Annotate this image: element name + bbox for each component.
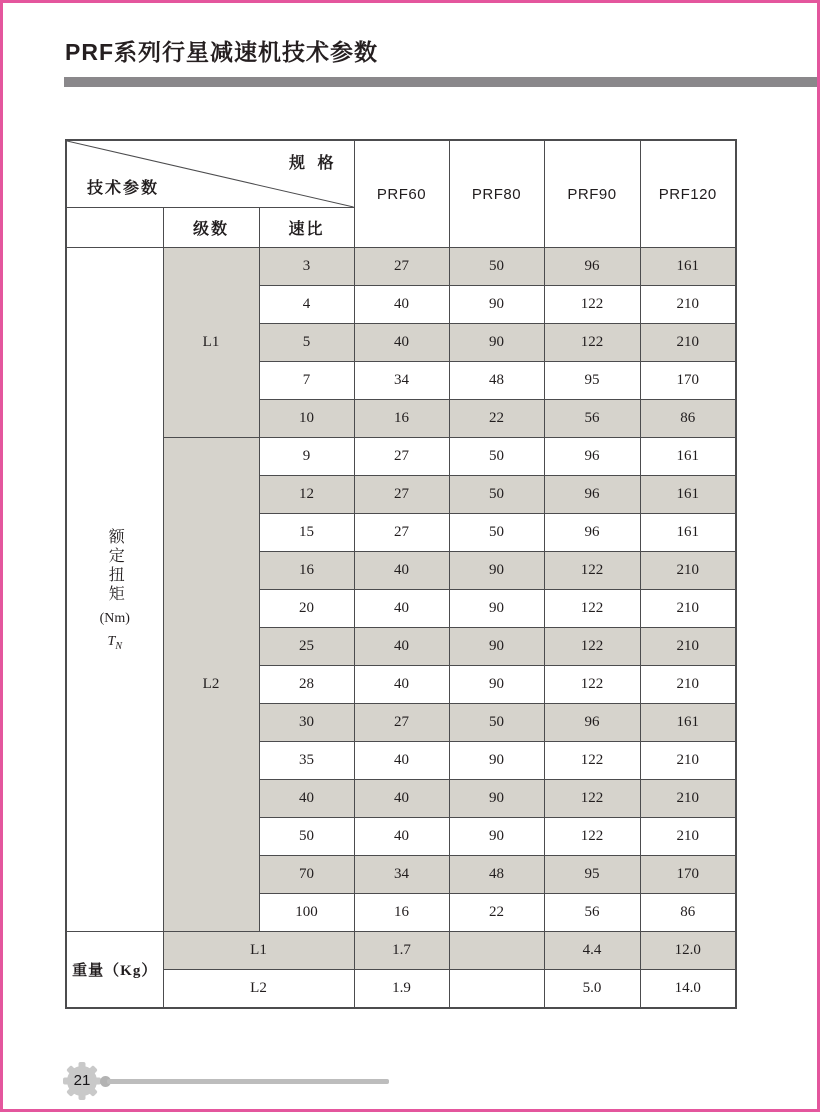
torque-value-cell: 27 <box>354 476 449 514</box>
torque-value-cell: 90 <box>449 552 544 590</box>
page-number: 21 <box>73 1072 91 1089</box>
torque-value-cell: 210 <box>640 818 736 856</box>
weight-value-cell: 14.0 <box>640 970 736 1009</box>
column-header-ratio: 速比 <box>259 208 354 248</box>
ratio-cell: 5 <box>259 324 354 362</box>
column-header-prf60: PRF60 <box>354 140 449 248</box>
torque-value-cell: 170 <box>640 856 736 894</box>
corner-label-tech: 技术参数 <box>87 180 160 197</box>
torque-value-cell: 56 <box>544 400 640 438</box>
torque-value-cell: 170 <box>640 362 736 400</box>
torque-value-cell: 40 <box>354 286 449 324</box>
torque-value-cell: 56 <box>544 894 640 932</box>
torque-value-cell: 95 <box>544 362 640 400</box>
ratio-cell: 70 <box>259 856 354 894</box>
torque-label-cell <box>66 248 163 932</box>
page-title: PRF系列行星减速机技术参数 <box>65 39 378 65</box>
torque-value-cell: 27 <box>354 514 449 552</box>
torque-row <box>66 438 736 476</box>
column-header-prf120: PRF120 <box>640 140 736 248</box>
ratio-cell: 10 <box>259 400 354 438</box>
torque-value-cell: 210 <box>640 286 736 324</box>
column-header-prf90: PRF90 <box>544 140 640 248</box>
torque-value-cell: 40 <box>354 742 449 780</box>
torque-value-cell: 90 <box>449 666 544 704</box>
title-rule <box>64 77 817 87</box>
weight-label-cell: 重量（Kg） <box>66 932 163 1009</box>
torque-value-cell: 122 <box>544 324 640 362</box>
torque-value-cell: 16 <box>354 400 449 438</box>
weight-value-cell: 1.7 <box>354 932 449 970</box>
torque-value-cell: 161 <box>640 438 736 476</box>
torque-value-cell: 210 <box>640 552 736 590</box>
torque-value-cell: 96 <box>544 514 640 552</box>
torque-value-cell: 27 <box>354 704 449 742</box>
ratio-cell: 30 <box>259 704 354 742</box>
column-header-prf80: PRF80 <box>449 140 544 248</box>
weight-value-cell: 12.0 <box>640 932 736 970</box>
torque-value-cell: 210 <box>640 628 736 666</box>
weight-stage-cell: L2 <box>163 970 354 1009</box>
ratio-cell: 20 <box>259 590 354 628</box>
torque-value-cell: 90 <box>449 324 544 362</box>
spec-table <box>65 139 737 1009</box>
torque-value-cell: 210 <box>640 590 736 628</box>
footer-rule <box>107 1079 389 1084</box>
ratio-cell: 25 <box>259 628 354 666</box>
torque-value-cell: 122 <box>544 552 640 590</box>
torque-value-cell: 40 <box>354 324 449 362</box>
torque-value-cell: 27 <box>354 438 449 476</box>
torque-value-cell: 210 <box>640 324 736 362</box>
torque-value-cell: 161 <box>640 248 736 286</box>
weight-value-cell: 5.0 <box>544 970 640 1009</box>
torque-row <box>66 248 736 286</box>
torque-value-cell: 50 <box>449 438 544 476</box>
torque-value-cell: 122 <box>544 590 640 628</box>
weight-value-cell <box>449 970 544 1009</box>
torque-value-cell: 161 <box>640 514 736 552</box>
ratio-cell: 15 <box>259 514 354 552</box>
stage-cell-l1: L1 <box>163 248 259 438</box>
torque-value-cell: 96 <box>544 248 640 286</box>
ratio-cell: 16 <box>259 552 354 590</box>
torque-value-cell: 210 <box>640 742 736 780</box>
torque-value-cell: 122 <box>544 780 640 818</box>
torque-value-cell: 210 <box>640 780 736 818</box>
table-corner-cell <box>66 140 354 208</box>
torque-value-cell: 40 <box>354 818 449 856</box>
torque-value-cell: 22 <box>449 894 544 932</box>
torque-label <box>67 528 163 652</box>
weight-row <box>66 970 736 1009</box>
torque-value-cell: 50 <box>449 704 544 742</box>
torque-value-cell: 122 <box>544 286 640 324</box>
torque-value-cell: 40 <box>354 590 449 628</box>
torque-value-cell: 161 <box>640 704 736 742</box>
torque-value-cell: 90 <box>449 818 544 856</box>
torque-value-cell: 50 <box>449 248 544 286</box>
torque-value-cell: 90 <box>449 286 544 324</box>
header-row-1 <box>66 140 736 208</box>
page-number-badge <box>61 1060 103 1102</box>
weight-row <box>66 932 736 970</box>
weight-value-cell: 4.4 <box>544 932 640 970</box>
ratio-cell: 100 <box>259 894 354 932</box>
weight-value-cell <box>449 932 544 970</box>
torque-value-cell: 27 <box>354 248 449 286</box>
ratio-cell: 4 <box>259 286 354 324</box>
ratio-cell: 3 <box>259 248 354 286</box>
ratio-cell: 40 <box>259 780 354 818</box>
ratio-cell: 12 <box>259 476 354 514</box>
torque-value-cell: 16 <box>354 894 449 932</box>
blank-header-cell <box>66 208 163 248</box>
column-header-stage: 级数 <box>163 208 259 248</box>
torque-value-cell: 40 <box>354 552 449 590</box>
torque-value-cell: 210 <box>640 666 736 704</box>
torque-value-cell: 34 <box>354 856 449 894</box>
stage-cell-l2: L2 <box>163 438 259 932</box>
torque-value-cell: 48 <box>449 362 544 400</box>
torque-value-cell: 95 <box>544 856 640 894</box>
weight-value-cell: 1.9 <box>354 970 449 1009</box>
torque-value-cell: 40 <box>354 666 449 704</box>
torque-label-vertical: 额定扭矩 <box>106 527 124 604</box>
torque-value-cell: 122 <box>544 742 640 780</box>
torque-value-cell: 122 <box>544 666 640 704</box>
ratio-cell: 9 <box>259 438 354 476</box>
torque-value-cell: 90 <box>449 590 544 628</box>
torque-label-symbol: $T_N$ <box>107 633 122 652</box>
torque-value-cell: 86 <box>640 400 736 438</box>
torque-value-cell: 86 <box>640 894 736 932</box>
torque-value-cell: 40 <box>354 628 449 666</box>
torque-value-cell: 22 <box>449 400 544 438</box>
weight-stage-cell: L1 <box>163 932 354 970</box>
torque-value-cell: 50 <box>449 514 544 552</box>
torque-value-cell: 34 <box>354 362 449 400</box>
torque-value-cell: 48 <box>449 856 544 894</box>
torque-value-cell: 122 <box>544 818 640 856</box>
torque-value-cell: 50 <box>449 476 544 514</box>
torque-value-cell: 96 <box>544 704 640 742</box>
torque-value-cell: 96 <box>544 476 640 514</box>
torque-value-cell: 122 <box>544 628 640 666</box>
ratio-cell: 35 <box>259 742 354 780</box>
torque-value-cell: 90 <box>449 742 544 780</box>
torque-value-cell: 90 <box>449 628 544 666</box>
torque-value-cell: 90 <box>449 780 544 818</box>
torque-label-unit: (Nm) <box>99 610 130 626</box>
corner-label-spec: 规 格 <box>289 155 338 172</box>
ratio-cell: 7 <box>259 362 354 400</box>
ratio-cell: 50 <box>259 818 354 856</box>
torque-value-cell: 161 <box>640 476 736 514</box>
torque-value-cell: 96 <box>544 438 640 476</box>
torque-value-cell: 40 <box>354 780 449 818</box>
ratio-cell: 28 <box>259 666 354 704</box>
